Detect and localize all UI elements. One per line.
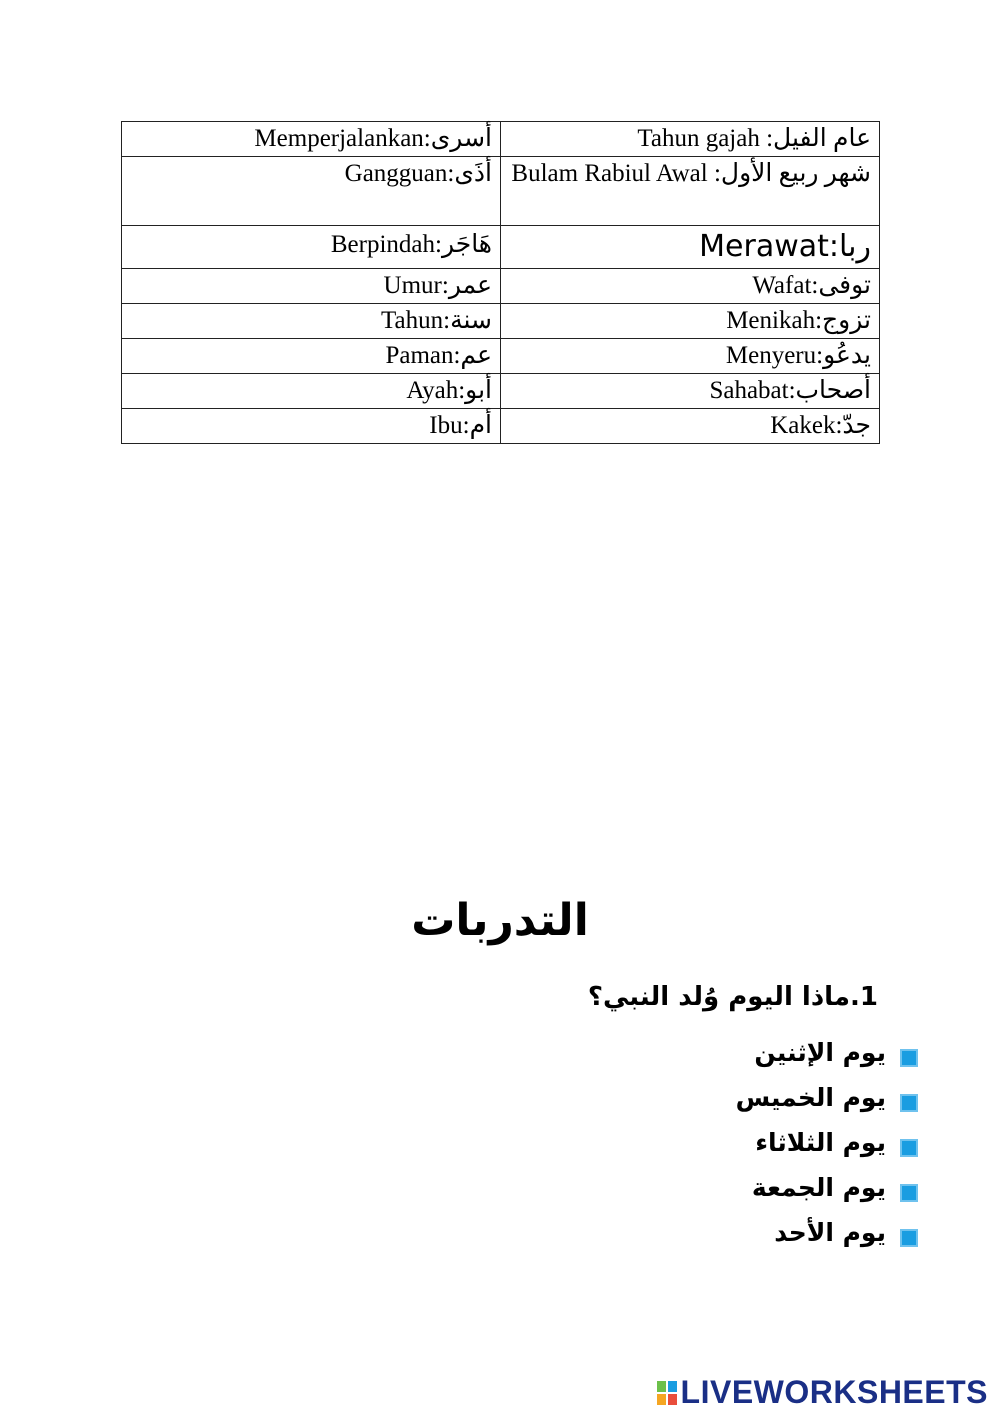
vocab-cell-right: شهر ربيع الأول: Bulam Rabiul Awal [501, 157, 880, 226]
answer-option[interactable] [518, 1210, 918, 1255]
vocab-cell-left: سنة:Tahun [122, 304, 501, 339]
vocab-cell-right: تزوج:Menikah [501, 304, 880, 339]
vocab-cell-right: يدعُو:Menyeru [501, 339, 880, 374]
logo-square [657, 1394, 666, 1405]
vocab-row [122, 157, 880, 226]
answer-option[interactable] [518, 1030, 918, 1075]
vocab-row [122, 339, 880, 374]
answer-option[interactable] [518, 1165, 918, 1210]
vocab-cell-left: هَاجَر:Berpindah [122, 226, 501, 269]
checkbox[interactable] [900, 1229, 918, 1247]
logo-square [668, 1394, 677, 1405]
vocab-cell-right: عام الفيل: Tahun gajah [501, 122, 880, 157]
checkbox[interactable] [900, 1139, 918, 1157]
checkbox[interactable] [900, 1049, 918, 1067]
checkbox[interactable] [900, 1094, 918, 1112]
vocab-cell-left: أم:Ibu [122, 409, 501, 444]
vocab-cell-right: جدّ:Kakek [501, 409, 880, 444]
liveworksheets-brand [657, 1374, 988, 1411]
vocab-cell-right: أصحاب:Sahabat [501, 374, 880, 409]
vocab-cell-left: أذَى:Gangguan [122, 157, 501, 226]
vocab-cell-right: توفى:Wafat [501, 269, 880, 304]
vocab-row [122, 409, 880, 444]
answer-options [518, 1030, 918, 1255]
question-text: 1.ماذا اليوم وُلد النبي؟ [587, 982, 878, 1012]
option-label: يوم الأحد [774, 1218, 886, 1247]
checkbox[interactable] [900, 1184, 918, 1202]
logo-square [668, 1381, 677, 1392]
vocab-cell-left: أسرى:Memperjalankan [122, 122, 501, 157]
vocab-cell-left: عمر:Umur [122, 269, 501, 304]
vocab-row [122, 269, 880, 304]
option-label: يوم الخميس [735, 1083, 886, 1112]
brand-name: LIVEWORKSHEETS [680, 1374, 988, 1410]
option-label: يوم الجمعة [751, 1173, 886, 1202]
answer-option[interactable] [518, 1075, 918, 1120]
logo-square [657, 1381, 666, 1392]
vocab-cell-left: أبو:Ayah [122, 374, 501, 409]
vocab-row [122, 122, 880, 157]
vocab-row [122, 374, 880, 409]
option-label: يوم الإثنين [754, 1038, 886, 1067]
vocabulary-table [121, 121, 880, 444]
vocab-row [122, 226, 880, 269]
vocab-cell-left: عم:Paman [122, 339, 501, 374]
vocab-cell-right: ربا:Merawat [501, 226, 880, 269]
liveworksheets-logo-icon [657, 1381, 677, 1405]
exercise-title: التدربات [411, 895, 589, 946]
answer-option[interactable] [518, 1120, 918, 1165]
option-label: يوم الثلاثاء [755, 1128, 886, 1157]
vocab-row [122, 304, 880, 339]
